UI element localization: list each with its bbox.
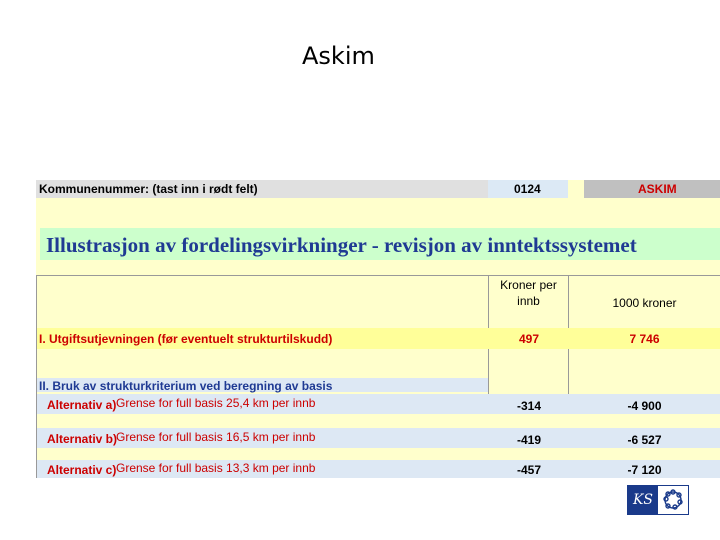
row-thousand: 7 746	[629, 332, 660, 346]
alternative-per-innb: -419	[516, 433, 542, 447]
alternative-thousand: -4 900	[627, 399, 662, 413]
alternative-desc: Grense for full basis 13,3 km per innb	[116, 461, 316, 475]
row-alternative-b	[37, 428, 720, 448]
alternative-per-innb: -457	[516, 463, 542, 477]
spreadsheet-area	[36, 180, 720, 478]
kommune-name: ASKIM	[638, 182, 677, 196]
col-header-line1: Kroner per	[500, 278, 557, 292]
col-header-line2: innb	[517, 294, 540, 308]
alternative-thousand: -7 120	[627, 463, 662, 477]
alternative-thousand: -6 527	[627, 433, 662, 447]
alternative-name: Alternativ c)	[47, 463, 117, 477]
row-label: I. Utgiftsutjevningen (før eventuelt strukturtilskudd)	[39, 332, 333, 346]
spacer-row	[37, 448, 720, 460]
spacer-row	[37, 414, 720, 428]
illustration-title: Illustrasjon av fordelingsvirkninger - revisjon av inntektssystemet	[46, 233, 637, 257]
ks-emblem-icon	[658, 486, 688, 514]
kommune-name-cell	[584, 180, 720, 198]
alternative-per-innb: -314	[516, 399, 542, 413]
kommune-label-cell	[36, 180, 488, 198]
alternative-name: Alternativ a)	[47, 398, 117, 412]
row-alternative-a	[37, 394, 720, 414]
spacer-cell	[568, 180, 584, 198]
alternative-desc: Grense for full basis 16,5 km per innb	[116, 430, 316, 444]
row-per-innb: 497	[518, 332, 540, 346]
alternative-desc: Grense for full basis 25,4 km per innb	[116, 396, 316, 410]
ks-logo-text: KS	[628, 486, 658, 514]
kommune-number: 0124	[514, 182, 541, 196]
kommune-label: Kommunenummer: (tast inn i rødt felt)	[39, 182, 258, 196]
illustration-title-cell	[40, 228, 720, 260]
row-utgiftsutjevning	[37, 328, 720, 349]
section2-label: II. Bruk av strukturkriterium ved beregning av basis	[39, 379, 333, 393]
row-alternative-c	[37, 460, 720, 478]
divider	[36, 275, 720, 276]
slide-title: Askim	[302, 42, 375, 70]
section2-header-cell	[37, 378, 488, 392]
ks-logo	[627, 485, 689, 515]
kommune-number-cell[interactable]	[488, 180, 568, 198]
col-header-thousand: 1000 kroner	[612, 296, 677, 310]
alternative-name: Alternativ b)	[47, 432, 118, 446]
col-header-per-innb	[489, 278, 568, 308]
